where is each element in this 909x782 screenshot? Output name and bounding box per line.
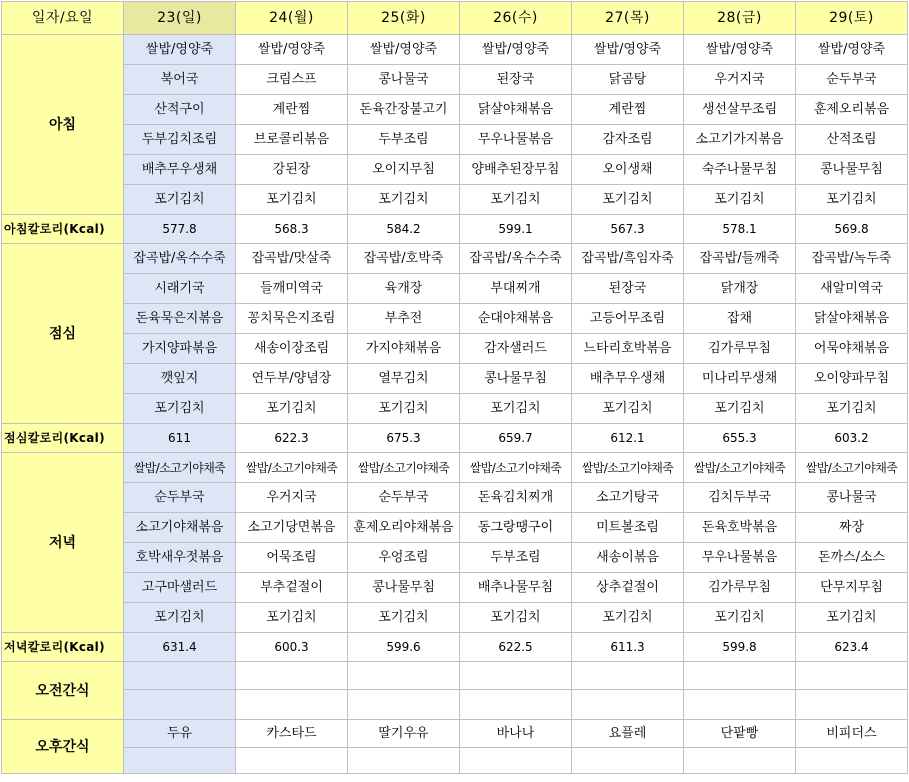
menu-item: 새알미역국 — [796, 274, 908, 304]
menu-item: 포기김치 — [348, 394, 460, 424]
lunch-row — [2, 334, 908, 364]
menu-item: 두부조림 — [348, 125, 460, 155]
lunch-row — [2, 394, 908, 424]
menu-item: 부추겉절이 — [236, 573, 348, 603]
menu-item: 고등어무조림 — [572, 304, 684, 334]
menu-item: 된장국 — [572, 274, 684, 304]
menu-item: 쌀밥/영양죽 — [236, 35, 348, 65]
calorie-value: 603.2 — [796, 424, 908, 453]
empty-cell — [684, 690, 796, 720]
menu-item: 잡곡밥/들깨죽 — [684, 244, 796, 274]
lunch-row — [2, 304, 908, 334]
snack-item — [572, 662, 684, 690]
menu-item: 숙주나물무침 — [684, 155, 796, 185]
menu-item: 쌀밥/영양죽 — [348, 35, 460, 65]
menu-item: 가지야채볶음 — [348, 334, 460, 364]
menu-item: 김가루무침 — [684, 573, 796, 603]
dinner-row — [2, 543, 908, 573]
dinner-calorie-row — [2, 633, 908, 662]
lunch-calorie-label: 점심칼로리(Kcal) — [2, 424, 124, 453]
afternoon-snack-label: 오후간식 — [2, 720, 124, 774]
menu-item: 산적구이 — [124, 95, 236, 125]
menu-item: 포기김치 — [684, 185, 796, 215]
calorie-value: 611.3 — [572, 633, 684, 662]
menu-item: 포기김치 — [124, 185, 236, 215]
menu-item: 쌀밥/영양죽 — [796, 35, 908, 65]
lunch-label: 점심 — [2, 244, 124, 424]
menu-item: 닭살야채볶음 — [796, 304, 908, 334]
menu-item: 순대야채볶음 — [460, 304, 572, 334]
menu-item: 포기김치 — [572, 394, 684, 424]
menu-item: 소고기야채볶음 — [124, 513, 236, 543]
lunch-calorie-row — [2, 424, 908, 453]
menu-item: 계란찜 — [572, 95, 684, 125]
menu-item: 잡곡밥/녹두죽 — [796, 244, 908, 274]
menu-item: 쌀밥/영양죽 — [684, 35, 796, 65]
menu-item: 부대찌개 — [460, 274, 572, 304]
menu-item: 콩나물무침 — [796, 155, 908, 185]
dinner-row — [2, 513, 908, 543]
dinner-calorie-label: 저녁칼로리(Kcal) — [2, 633, 124, 662]
empty-cell — [684, 748, 796, 774]
empty-cell — [796, 748, 908, 774]
day-header: 26(수) — [460, 2, 572, 35]
header-row — [2, 2, 908, 35]
dinner-row — [2, 483, 908, 513]
menu-item: 북어국 — [124, 65, 236, 95]
calorie-value: 599.8 — [684, 633, 796, 662]
day-header: 25(화) — [348, 2, 460, 35]
breakfast-calorie-label: 아침칼로리(Kcal) — [2, 215, 124, 244]
breakfast-row — [2, 35, 908, 65]
menu-item: 양배추된장무침 — [460, 155, 572, 185]
snack-item — [684, 662, 796, 690]
menu-item: 동그랑땡구이 — [460, 513, 572, 543]
menu-item: 계란찜 — [236, 95, 348, 125]
empty-cell — [348, 690, 460, 720]
calorie-value: 622.5 — [460, 633, 572, 662]
menu-item: 들깨미역국 — [236, 274, 348, 304]
afternoon-snack-spacer-row — [2, 748, 908, 774]
calorie-value: 631.4 — [124, 633, 236, 662]
menu-item: 순두부국 — [124, 483, 236, 513]
snack-item: 바나나 — [460, 720, 572, 748]
menu-item: 쌀밥/소고기야채죽 — [796, 453, 908, 483]
menu-item: 포기김치 — [236, 394, 348, 424]
menu-item: 연두부/양념장 — [236, 364, 348, 394]
menu-item: 순두부국 — [348, 483, 460, 513]
menu-item: 시래기국 — [124, 274, 236, 304]
menu-item: 어묵조림 — [236, 543, 348, 573]
menu-item: 크림스프 — [236, 65, 348, 95]
menu-item: 새송이장조림 — [236, 334, 348, 364]
lunch-row — [2, 274, 908, 304]
snack-item: 두유 — [124, 720, 236, 748]
dinner-row — [2, 453, 908, 483]
snack-item: 요플레 — [572, 720, 684, 748]
menu-item: 포기김치 — [572, 185, 684, 215]
morning-snack-row — [2, 662, 908, 690]
menu-item: 된장국 — [460, 65, 572, 95]
menu-item: 돈육호박볶음 — [684, 513, 796, 543]
calorie-value: 568.3 — [236, 215, 348, 244]
menu-item: 우엉조림 — [348, 543, 460, 573]
calorie-value: 612.1 — [572, 424, 684, 453]
menu-item: 잡곡밥/흑임자죽 — [572, 244, 684, 274]
menu-item: 돈육김치찌개 — [460, 483, 572, 513]
menu-item: 부추전 — [348, 304, 460, 334]
menu-item: 단무지무침 — [796, 573, 908, 603]
dinner-row — [2, 603, 908, 633]
menu-item: 브로콜리볶음 — [236, 125, 348, 155]
menu-item: 생선살무조림 — [684, 95, 796, 125]
calorie-value: 623.4 — [796, 633, 908, 662]
menu-item: 쌀밥/소고기야채죽 — [236, 453, 348, 483]
meal-plan-table — [1, 1, 908, 774]
breakfast-calorie-row — [2, 215, 908, 244]
menu-item: 포기김치 — [124, 603, 236, 633]
menu-item: 쌀밥/영양죽 — [460, 35, 572, 65]
snack-item: 비피더스 — [796, 720, 908, 748]
calorie-value: 599.1 — [460, 215, 572, 244]
empty-cell — [236, 748, 348, 774]
menu-item: 미트볼조림 — [572, 513, 684, 543]
menu-item: 오이지무침 — [348, 155, 460, 185]
breakfast-row — [2, 65, 908, 95]
menu-item: 소고기당면볶음 — [236, 513, 348, 543]
empty-cell — [124, 690, 236, 720]
menu-item: 배추나물무침 — [460, 573, 572, 603]
menu-item: 포기김치 — [460, 394, 572, 424]
menu-item: 느타리호박볶음 — [572, 334, 684, 364]
menu-item: 쌀밥/소고기야채죽 — [684, 453, 796, 483]
menu-item: 열무김치 — [348, 364, 460, 394]
dinner-row — [2, 573, 908, 603]
menu-item: 닭곰탕 — [572, 65, 684, 95]
menu-item: 잡곡밥/옥수수죽 — [460, 244, 572, 274]
empty-cell — [124, 748, 236, 774]
snack-item — [348, 662, 460, 690]
menu-item: 돈까스/소스 — [796, 543, 908, 573]
menu-item: 쌀밥/소고기야채죽 — [572, 453, 684, 483]
calorie-value: 567.3 — [572, 215, 684, 244]
menu-item: 호박새우젓볶음 — [124, 543, 236, 573]
menu-item: 두부김치조림 — [124, 125, 236, 155]
empty-cell — [348, 748, 460, 774]
menu-item: 배추무우생채 — [572, 364, 684, 394]
menu-item: 오이양파무침 — [796, 364, 908, 394]
day-header: 29(토) — [796, 2, 908, 35]
menu-item: 포기김치 — [572, 603, 684, 633]
snack-item — [460, 662, 572, 690]
menu-item: 쌀밥/소고기야채죽 — [460, 453, 572, 483]
menu-item: 포기김치 — [236, 185, 348, 215]
lunch-row — [2, 244, 908, 274]
menu-item: 무우나물볶음 — [684, 543, 796, 573]
menu-item: 포기김치 — [684, 603, 796, 633]
menu-item: 포기김치 — [460, 185, 572, 215]
menu-item: 잡곡밥/호박죽 — [348, 244, 460, 274]
empty-cell — [460, 690, 572, 720]
menu-item: 오이생채 — [572, 155, 684, 185]
calorie-value: 600.3 — [236, 633, 348, 662]
lunch-row — [2, 364, 908, 394]
empty-cell — [572, 690, 684, 720]
day-header: 28(금) — [684, 2, 796, 35]
day-header: 24(월) — [236, 2, 348, 35]
calorie-value: 622.3 — [236, 424, 348, 453]
menu-item: 우거지국 — [684, 65, 796, 95]
menu-item: 포기김치 — [236, 603, 348, 633]
menu-item: 훈제오리야채볶음 — [348, 513, 460, 543]
snack-item: 카스타드 — [236, 720, 348, 748]
empty-cell — [236, 690, 348, 720]
menu-item: 강된장 — [236, 155, 348, 185]
menu-item: 콩나물국 — [796, 483, 908, 513]
menu-item: 감자샐러드 — [460, 334, 572, 364]
menu-item: 쌀밥/소고기야채죽 — [348, 453, 460, 483]
menu-item: 잡채 — [684, 304, 796, 334]
dinner-label: 저녁 — [2, 453, 124, 633]
calorie-value: 569.8 — [796, 215, 908, 244]
empty-cell — [460, 748, 572, 774]
empty-cell — [572, 748, 684, 774]
menu-item: 돈육간장불고기 — [348, 95, 460, 125]
menu-item: 포기김치 — [460, 603, 572, 633]
menu-item: 어묵야채볶음 — [796, 334, 908, 364]
calorie-value: 599.6 — [348, 633, 460, 662]
menu-item: 쌀밥/영양죽 — [572, 35, 684, 65]
menu-item: 산적조림 — [796, 125, 908, 155]
menu-item: 포기김치 — [124, 394, 236, 424]
menu-item: 가지양파볶음 — [124, 334, 236, 364]
menu-item: 감자조림 — [572, 125, 684, 155]
day-header: 23(일) — [124, 2, 236, 35]
menu-item: 콩나물국 — [348, 65, 460, 95]
menu-item: 짜장 — [796, 513, 908, 543]
menu-item: 소고기가지볶음 — [684, 125, 796, 155]
menu-item: 새송이볶음 — [572, 543, 684, 573]
morning-snack-spacer-row — [2, 690, 908, 720]
breakfast-row — [2, 185, 908, 215]
menu-item: 포기김치 — [796, 185, 908, 215]
menu-item: 포기김치 — [796, 603, 908, 633]
afternoon-snack-row — [2, 720, 908, 748]
calorie-value: 659.7 — [460, 424, 572, 453]
menu-item: 김치두부국 — [684, 483, 796, 513]
snack-item — [124, 662, 236, 690]
breakfast-label: 아침 — [2, 35, 124, 215]
morning-snack-label: 오전간식 — [2, 662, 124, 720]
snack-item: 딸기우유 — [348, 720, 460, 748]
menu-item: 쌀밥/영양죽 — [124, 35, 236, 65]
corner-label: 일자/요일 — [2, 2, 124, 35]
menu-item: 소고기탕국 — [572, 483, 684, 513]
breakfast-row — [2, 125, 908, 155]
menu-item: 고구마샐러드 — [124, 573, 236, 603]
menu-item: 돈육묵은지볶음 — [124, 304, 236, 334]
snack-item — [236, 662, 348, 690]
menu-item: 두부조림 — [460, 543, 572, 573]
menu-item: 포기김치 — [796, 394, 908, 424]
menu-item: 무우나물볶음 — [460, 125, 572, 155]
menu-item: 배추무우생채 — [124, 155, 236, 185]
menu-item: 훈제오리볶음 — [796, 95, 908, 125]
snack-item: 단팥빵 — [684, 720, 796, 748]
calorie-value: 578.1 — [684, 215, 796, 244]
menu-item: 육개장 — [348, 274, 460, 304]
breakfast-row — [2, 155, 908, 185]
menu-item: 우거지국 — [236, 483, 348, 513]
menu-item: 잡곡밥/옥수수죽 — [124, 244, 236, 274]
calorie-value: 577.8 — [124, 215, 236, 244]
menu-item: 쌀밥/소고기야채죽 — [124, 453, 236, 483]
menu-item: 꽁치묵은지조림 — [236, 304, 348, 334]
empty-cell — [796, 690, 908, 720]
calorie-value: 655.3 — [684, 424, 796, 453]
snack-item — [796, 662, 908, 690]
day-header: 27(목) — [572, 2, 684, 35]
menu-item: 콩나물무침 — [348, 573, 460, 603]
calorie-value: 611 — [124, 424, 236, 453]
menu-item: 콩나물무침 — [460, 364, 572, 394]
menu-item: 잡곡밥/맛살죽 — [236, 244, 348, 274]
menu-item: 김가루무침 — [684, 334, 796, 364]
menu-item: 포기김치 — [684, 394, 796, 424]
menu-item: 미나리무생채 — [684, 364, 796, 394]
breakfast-row — [2, 95, 908, 125]
menu-item: 순두부국 — [796, 65, 908, 95]
calorie-value: 584.2 — [348, 215, 460, 244]
menu-item: 포기김치 — [348, 185, 460, 215]
menu-item: 포기김치 — [348, 603, 460, 633]
menu-item: 닭살야채볶음 — [460, 95, 572, 125]
menu-item: 상추겉절이 — [572, 573, 684, 603]
calorie-value: 675.3 — [348, 424, 460, 453]
menu-item: 깻잎지 — [124, 364, 236, 394]
menu-item: 닭개장 — [684, 274, 796, 304]
